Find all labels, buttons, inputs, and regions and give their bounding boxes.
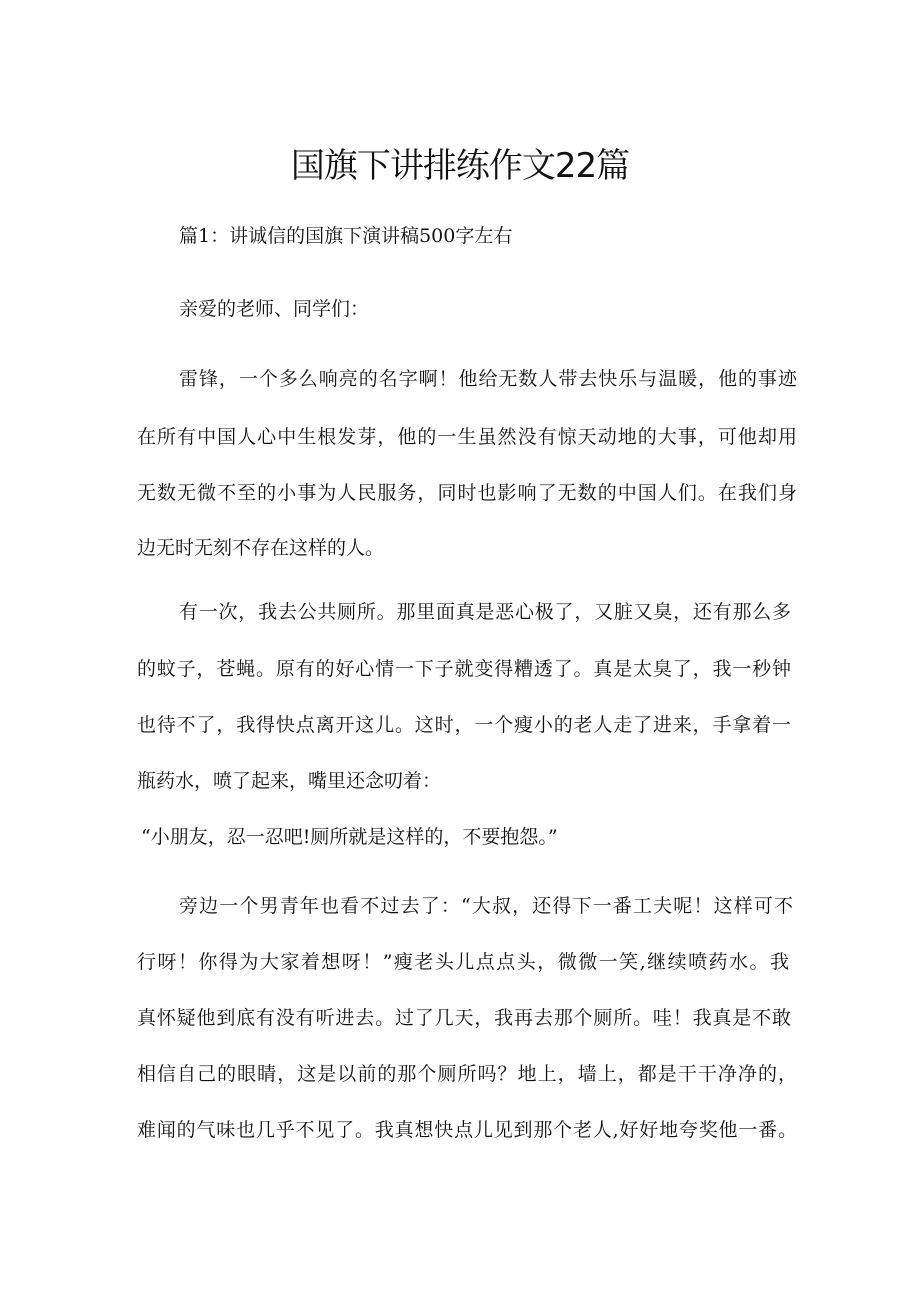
paragraph-line: 行呀！你得为大家着想呀！”瘦老头儿点点头，微微一笑,继续喷药水。我 xyxy=(137,951,789,973)
paragraph-line: 相信自己的眼睛，这是以前的那个厕所吗？地上，墙上，都是干干净净的， xyxy=(137,1063,797,1085)
greeting-line: 亲爱的老师、同学们： xyxy=(179,298,370,320)
paragraph-line: 在所有中国人心中生根发芽，他的一生虽然没有惊天动地的大事，可他却用 xyxy=(137,426,797,448)
paragraph-line: 边无时无刻不存在这样的人。 xyxy=(137,537,385,559)
paragraph-line: 真怀疑他到底有没有听进去。过了几天，我再去那个厕所。哇！我真是不敢 xyxy=(137,1007,791,1029)
paragraph-line: 有一次，我去公共厕所。那里面真是恶心极了，又脏又臭，还有那么多 xyxy=(179,601,791,623)
paragraph-line: 也待不了，我得快点离开这儿。这时，一个瘦小的老人走了进来，手拿着一 xyxy=(137,714,791,736)
paragraph-line: 无数无微不至的小事为人民服务，同时也影响了无数的中国人们。在我们身 xyxy=(137,482,797,504)
paragraph-line: 雷锋，一个多么响亮的名字啊！他给无数人带去快乐与温暖，他的事迹 xyxy=(179,368,797,390)
paragraph-line: 的蚊子，苍蝇。原有的好心情一下子就变得糟透了。真是太臭了，我一秒钟 xyxy=(137,658,791,680)
paragraph-line: 旁边一个男青年也看不过去了：“大叔，还得下一番工夫呢！这样可不 xyxy=(179,895,793,917)
section-heading: 篇1：讲诚信的国旗下演讲稿500字左右 xyxy=(179,225,513,247)
paragraph-line: 瓶药水，喷了起来，嘴里还念叨着： xyxy=(137,770,442,792)
paragraph-line: 难闻的气味也几乎不见了。我真想快点儿见到那个老人,好好地夸奖他一番。 xyxy=(137,1119,797,1141)
document-title: 国旗下讲排练作文22篇 xyxy=(290,146,630,186)
quote-line: “小朋友，忍一忍吧!厕所就是这样的，不要抱怨。” xyxy=(141,826,558,848)
